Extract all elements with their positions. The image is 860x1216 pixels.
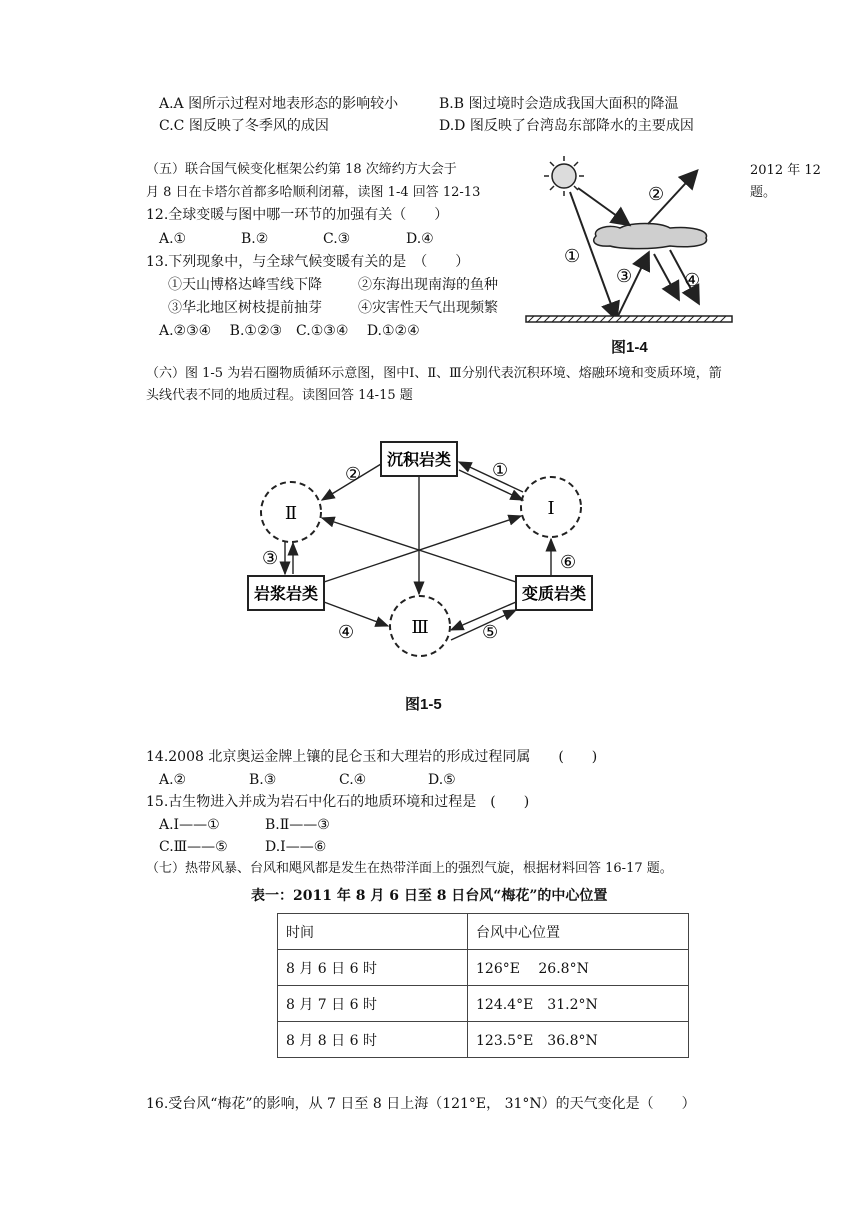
arrow-4 xyxy=(324,602,388,626)
figure-1-5-caption: 图1-5 xyxy=(405,696,442,713)
cloud-icon xyxy=(594,224,707,249)
sec5-intro-line2-right: 题。 xyxy=(750,185,777,200)
figure-1-4-caption: 图1-4 xyxy=(611,339,648,356)
q14-option: D.⑤ xyxy=(428,772,456,788)
q13-item: ②东海出现南海的鱼种 xyxy=(358,277,498,293)
ground-surface xyxy=(526,316,732,322)
q12-option: D.④ xyxy=(406,231,434,247)
fig15-label-4: ④ xyxy=(338,622,355,643)
env-III-label: Ⅲ xyxy=(411,617,429,638)
sec5-intro-line1: （五）联合国气候变化框架公约第 18 次缔约方大会于 xyxy=(146,162,457,177)
question-13: 13.下列现象中，与全球气候变暖有关的是 （ ） xyxy=(146,254,470,270)
fig14-label-3: ③ xyxy=(616,266,633,287)
q14-option: B.③ xyxy=(249,772,277,788)
fig14-label-4: ④ xyxy=(684,270,701,291)
table-cell: 8 月 6 日 6 时 xyxy=(278,950,468,986)
metamorphic-label: 变质岩类 xyxy=(521,584,587,603)
table-header-row xyxy=(278,914,689,950)
table-cell: 124.4°E 31.2°N xyxy=(468,986,689,1022)
table-cell: 126°E 26.8°N xyxy=(468,950,689,986)
magmatic-label: 岩浆岩类 xyxy=(253,584,319,603)
question-14: 14.2008 北京奥运金牌上镶的昆仑玉和大理岩的形成过程同属 ( ) xyxy=(146,749,598,765)
arrow-2 xyxy=(578,188,628,224)
q15-option: B.Ⅱ——③ xyxy=(265,817,330,833)
question-16: 16.受台风“梅花”的影响，从 7 日至 8 日上海（121°E， 31°N）的天气变化是（ ） xyxy=(146,1096,696,1112)
table-cell: 8 月 7 日 6 时 xyxy=(278,986,468,1022)
fig14-label-1: ① xyxy=(564,246,581,267)
table-row xyxy=(278,1022,689,1058)
question-12: 12.全球变暖与图中哪一环节的加强有关（ ） xyxy=(146,207,449,223)
arrow-3b xyxy=(654,254,678,298)
sec6-intro-line2: 头线代表不同的地质过程。读图回答 14-15 题 xyxy=(146,388,413,403)
sedimentary-label: 沉积岩类 xyxy=(386,450,452,469)
q13-options: A.②③④ B.①②③ C.①③④ D.①②④ xyxy=(159,323,420,339)
table-header: 时间 xyxy=(278,914,468,950)
q13-item: ①天山博格达峰雪线下降 xyxy=(168,277,322,293)
q15-option: C.Ⅲ——⑤ xyxy=(159,839,228,855)
q14-option: C.④ xyxy=(339,772,367,788)
sec5-intro-line1-right: 2012 年 12 xyxy=(750,163,821,178)
table-cell: 123.5°E 36.8°N xyxy=(468,1022,689,1058)
q12-option: C.③ xyxy=(323,231,351,247)
figure-1-5 xyxy=(230,430,630,680)
env-I-label: Ⅰ xyxy=(547,498,555,519)
fig15-label-1: ① xyxy=(492,460,509,481)
typhoon-position-table xyxy=(277,913,689,1058)
q12-option: A.① xyxy=(159,231,187,247)
q14-option: A.② xyxy=(159,772,187,788)
table-cell: 8 月 8 日 6 时 xyxy=(278,1022,468,1058)
sun-icon xyxy=(544,156,584,196)
fig15-label-6: ⑥ xyxy=(560,552,577,573)
arrow-1 xyxy=(459,462,523,492)
fig15-label-5: ⑤ xyxy=(482,622,499,643)
sec6-intro-line1: （六）图 1-5 为岩石圈物质循环示意图，图中Ⅰ、Ⅱ、Ⅲ分别代表沉积环境、熔融环境和变质环境，箭 xyxy=(146,366,722,381)
q13-item: ③华北地区树枝提前抽芽 xyxy=(168,300,322,316)
fig14-label-2: ② xyxy=(648,184,665,205)
option-c: C.C 图反映了冬季风的成因 xyxy=(159,118,329,134)
fig15-label-3: ③ xyxy=(262,548,279,569)
option-b: B.B 图过境时会造成我国大面积的降温 xyxy=(439,96,679,112)
table-title: 表一：2011 年 8 月 6 日至 8 日台风“梅花”的中心位置 xyxy=(251,888,608,904)
sec5-intro-line2: 月 8 日在卡塔尔首都多哈顺利闭幕，读图 1-4 回答 12-13 xyxy=(146,185,481,200)
arrow-mag-I xyxy=(324,516,521,582)
q15-option: A.Ⅰ——① xyxy=(159,817,220,833)
figure-1-4 xyxy=(520,150,738,360)
table-row xyxy=(278,950,689,986)
option-a: A.A 图所示过程对地表形态的影响较小 xyxy=(159,96,399,112)
arrow-1b xyxy=(459,470,523,500)
q12-option: B.② xyxy=(241,231,269,247)
table-header: 台风中心位置 xyxy=(468,914,689,950)
env-II-label: Ⅱ xyxy=(284,503,298,524)
question-15: 15.古生物进入并成为岩石中化石的地质环境和过程是 ( ) xyxy=(146,794,530,810)
q15-option: D.Ⅰ——⑥ xyxy=(265,839,327,855)
option-d: D.D 图反映了台湾岛东部降水的主要成因 xyxy=(439,118,694,134)
q13-item: ④灾害性天气出现频繁 xyxy=(358,300,498,316)
table-row xyxy=(278,986,689,1022)
sec7-intro: （七）热带风暴、台风和飓风都是发生在热带洋面上的强烈气旋，根据材料回答 16-17 题。 xyxy=(146,861,673,876)
fig15-label-2: ② xyxy=(345,464,362,485)
